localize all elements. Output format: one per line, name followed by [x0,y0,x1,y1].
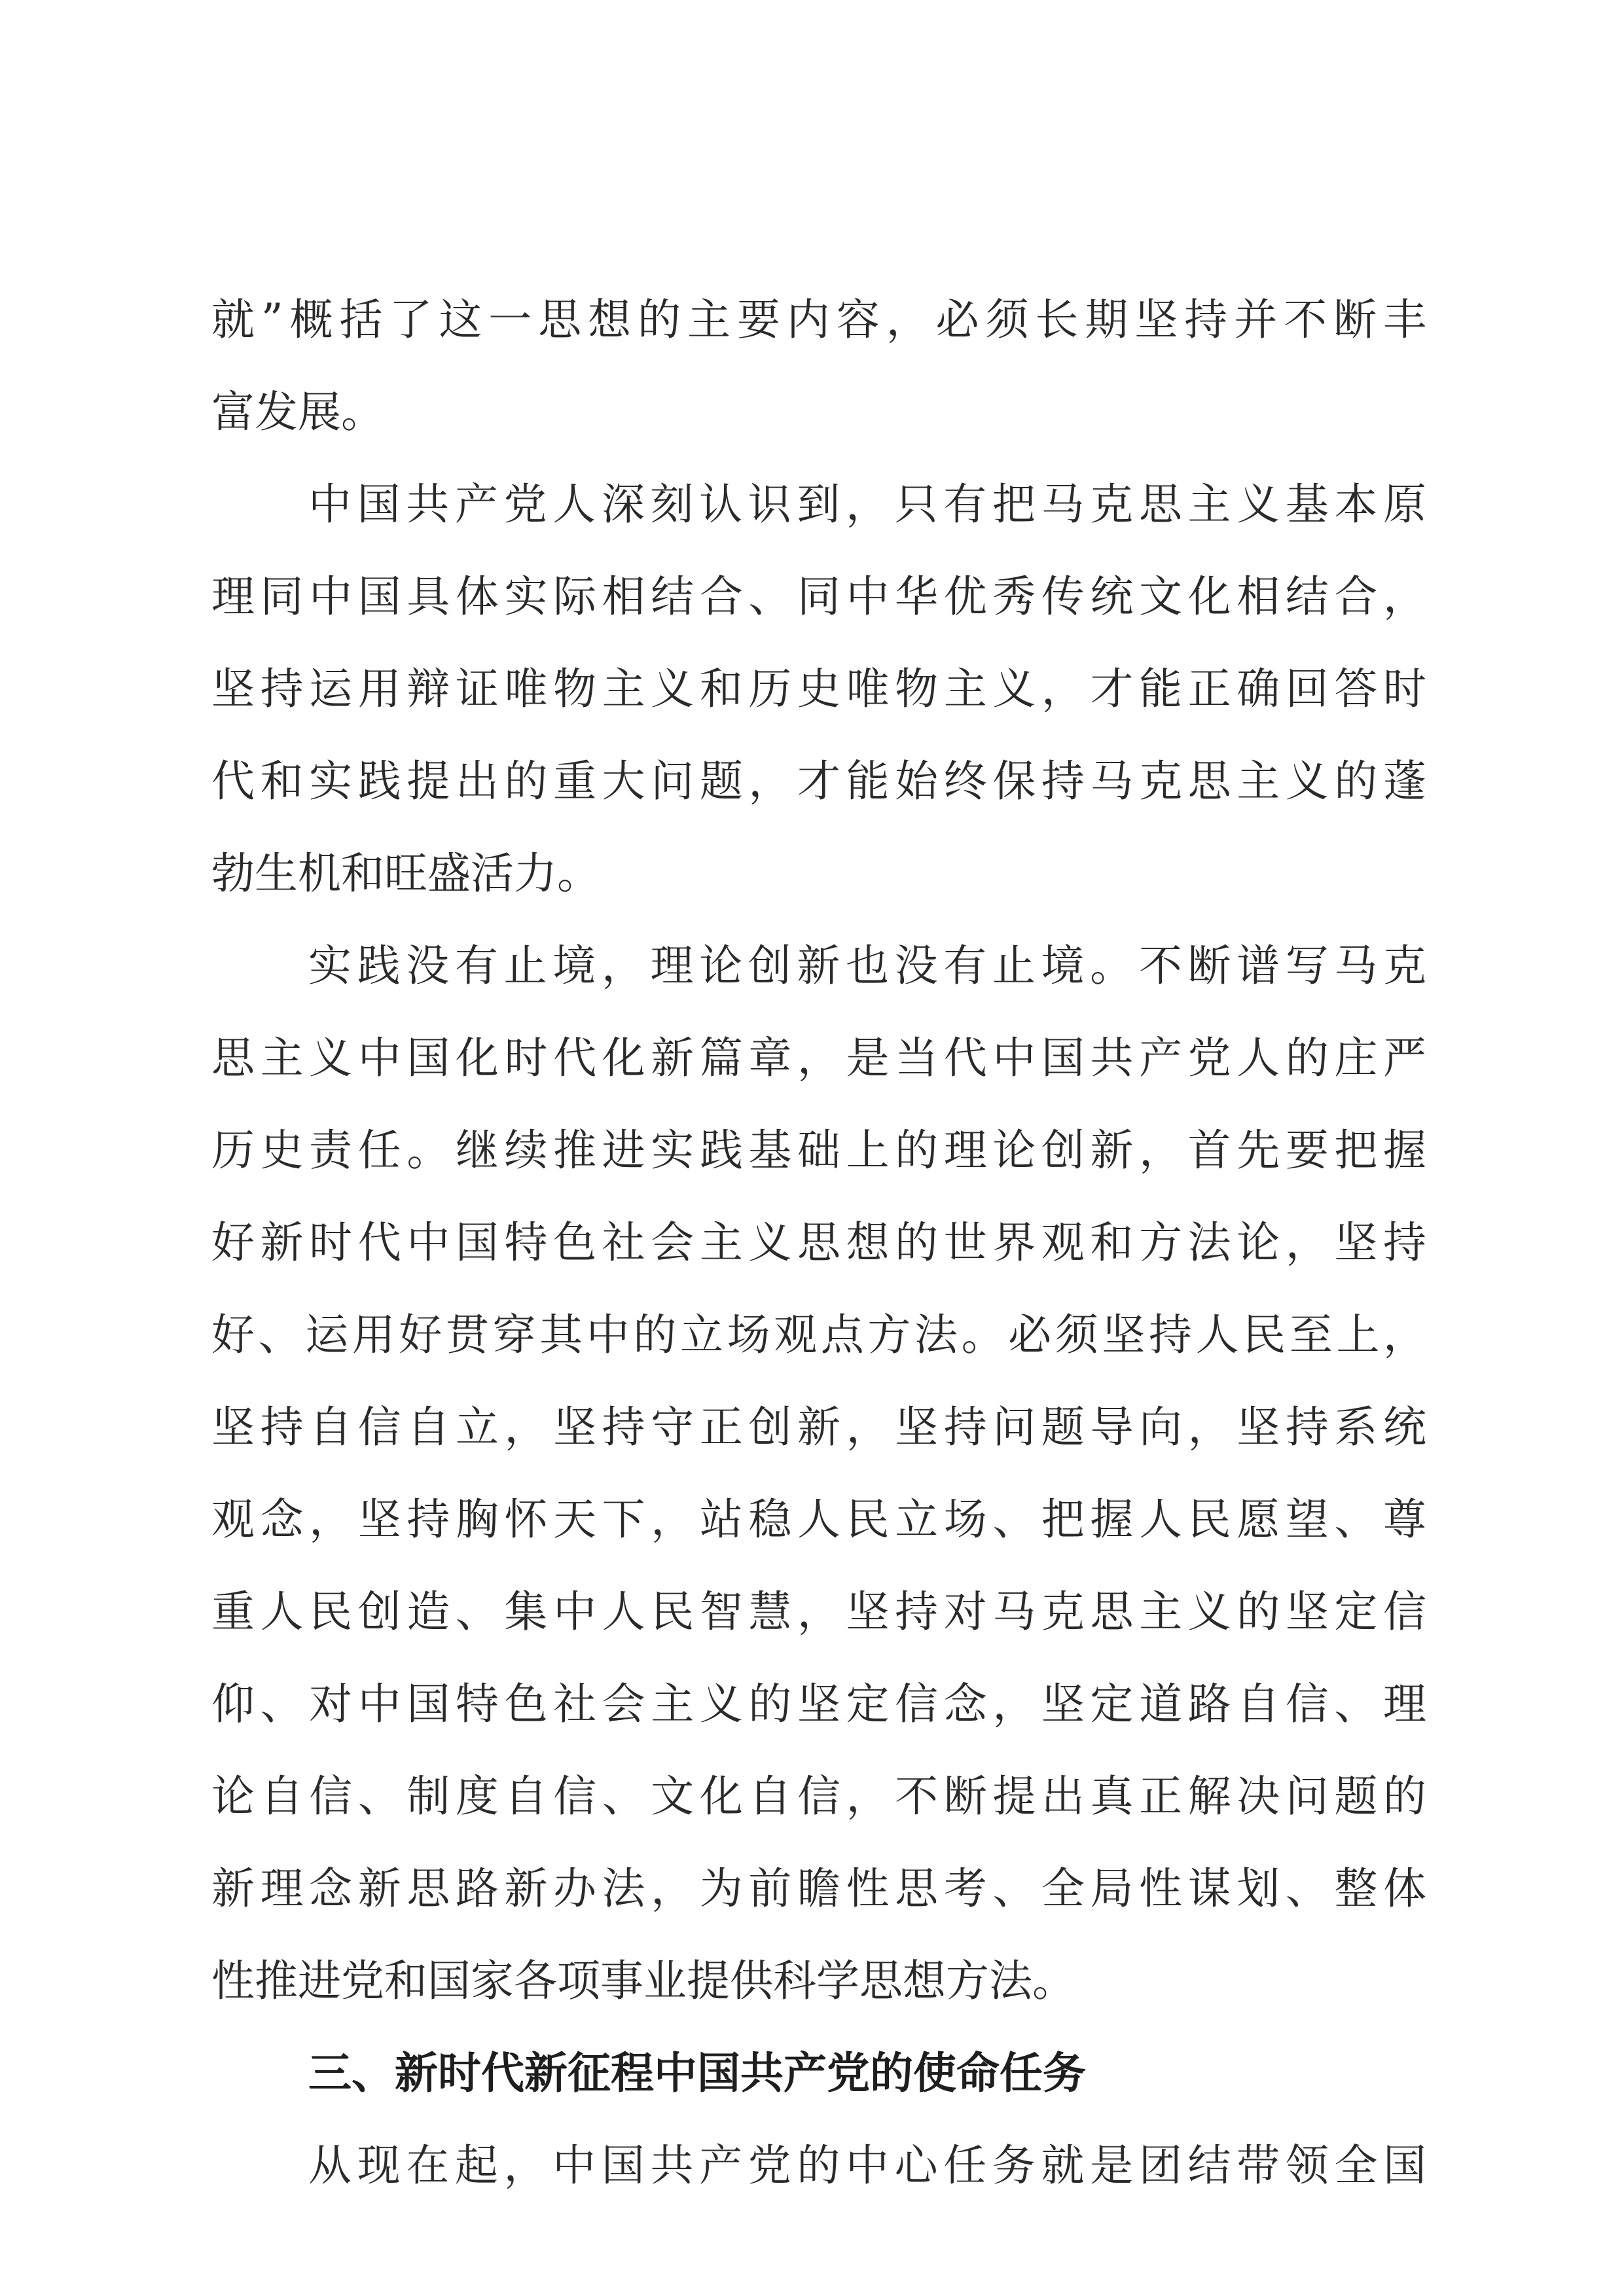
text-line: 中国共产党人深刻认识到，只有把马克思主义基本原 [308,479,1426,529]
section-heading: 三、新时代新征程中国共产党的使命任务 [308,2048,1086,2098]
text-line: 从现在起，中国共产党的中心任务就是团结带领全国 [308,2140,1426,2191]
text-line: 好、运用好贯穿其中的立场观点方法。必须坚持人民至上， [211,1310,1426,1360]
text-line: 实践没有止境，理论创新也没有止境。不断谱写马克 [308,941,1426,991]
paragraph-3 [211,920,1426,2027]
paragraph-2 [211,458,1426,920]
text-line: 论自信、制度自信、文化自信，不断提出真正解决问题的 [211,1771,1426,1821]
text-line: 好新时代中国特色社会主义思想的世界观和方法论，坚持 [211,1217,1426,1268]
text-line: 理同中国具体实际相结合、同中华优秀传统文化相结合， [211,571,1426,622]
document-body [211,274,1426,2212]
text-line: 重人民创造、集中人民智慧，坚持对马克思主义的坚定信 [211,1587,1426,1637]
text-line: 观念，坚持胸怀天下，站稳人民立场、把握人民愿望、尊 [211,1494,1426,1545]
text-line: 坚持运用辩证唯物主义和历史唯物主义，才能正确回答时 [211,664,1426,714]
text-line: 代和实践提出的重大问题，才能始终保持马克思主义的蓬 [211,756,1426,806]
text-line: 思主义中国化时代化新篇章，是当代中国共产党人的庄严 [211,1033,1426,1083]
text-line: 历史责任。继续推进实践基础上的理论创新，首先要把握 [211,1125,1426,1175]
text-line: 新理念新思路新办法，为前瞻性思考、全局性谋划、整体 [211,1863,1426,1914]
text-line: 坚持自信自立，坚持守正创新，坚持问题导向，坚持系统 [211,1402,1426,1452]
text-line: 勃生机和旺盛活力。 [211,848,600,899]
paragraph-1 [211,274,1426,458]
text-line: 就”概括了这一思想的主要内容，必须长期坚持并不断丰 [211,295,1426,345]
text-line: 富发展。 [211,387,384,437]
text-line: 仰、对中国特色社会主义的坚定信念，坚定道路自信、理 [211,1679,1426,1729]
paragraph-4 [211,2119,1426,2212]
text-line: 性推进党和国家各项事业提供科学思想方法。 [211,1956,1075,2006]
